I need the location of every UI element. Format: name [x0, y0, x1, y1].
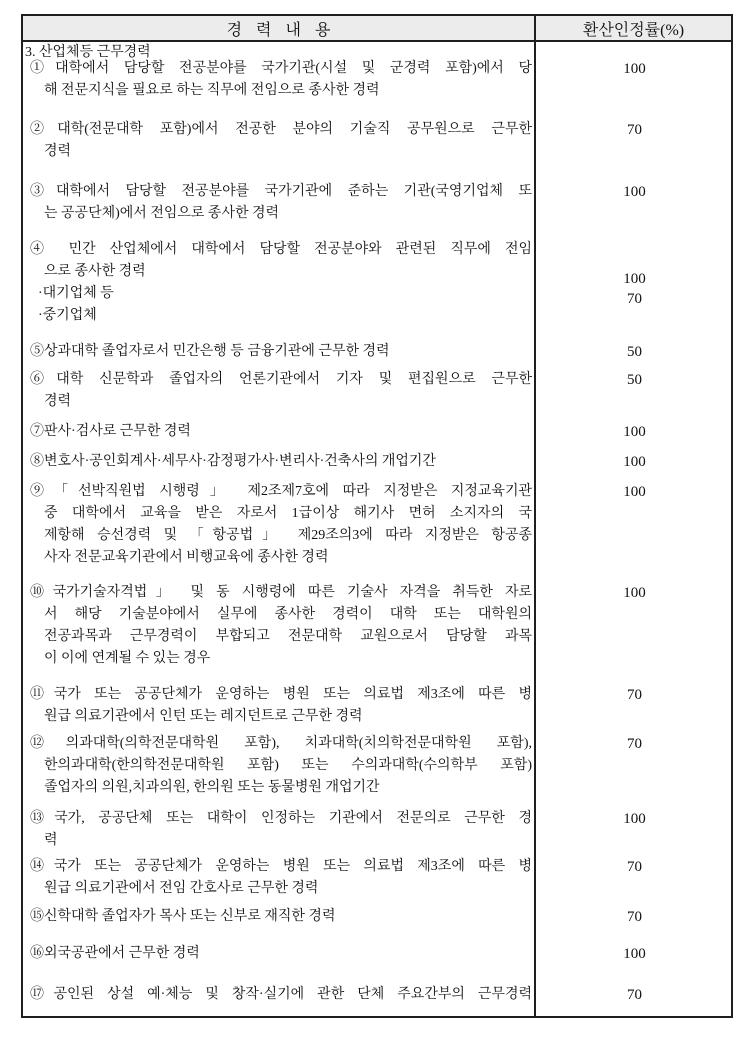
- career-item-line: ⑭국가 또는 공공단체가 운영하는 병원 또는 의료법 제3조에 따른 병: [30, 859, 532, 874]
- career-item-line: ⑦판사·검사로 근무한 경력: [30, 424, 191, 439]
- career-item-line: 원급 의료기관에서 인턴 또는 레지던트로 근무한 경력: [44, 709, 363, 724]
- conversion-rate-value: 70: [627, 736, 642, 752]
- career-item-13: [23, 808, 532, 852]
- career-item-5: [23, 341, 532, 363]
- career-item-15: [23, 906, 532, 928]
- conversion-rate-value: 70: [627, 909, 642, 925]
- career-item-9: [23, 481, 532, 569]
- career-item-line: ⑤상과대학 졸업자로서 민간은행 등 금융기관에 근무한 경력: [30, 344, 390, 359]
- career-item-17: [23, 984, 532, 1006]
- career-item-line: 중 대학에서 교육을 받은 자로서 1급이상 해기사 면허 소지자의 국: [44, 506, 532, 521]
- conversion-rate-value: 100: [623, 184, 646, 200]
- career-item-12: [23, 733, 532, 799]
- career-item-line: ·대기업체 등: [38, 286, 114, 301]
- career-item-line: ·중기업체: [38, 308, 97, 323]
- conversion-rate-value: 100: [623, 484, 646, 500]
- career-item-11: [23, 684, 532, 728]
- career-item-line: ⑬국가, 공공단체 또는 대학이 인정하는 기관에서 전문의로 근무한 경: [30, 811, 532, 826]
- career-item-line: ⑧변호사·공인회계사·세무사·감정평가사·변리사·건축사의 개업기간: [30, 454, 436, 469]
- career-item-10: [23, 582, 532, 670]
- conversion-rate-value: 100: [623, 585, 646, 601]
- career-item-line: ⑩국가기술자격법」 및 동 시행령에 따른 기술사 자격을 취득한 자로: [30, 585, 532, 600]
- career-item-line: 사자 전문교육기관에서 비행교육에 종사한 경력: [44, 550, 329, 565]
- career-item-2: [23, 119, 532, 163]
- career-item-line: 해 전문지식을 필요로 하는 직무에 전임으로 종사한 경력: [44, 83, 380, 98]
- career-item-4: [23, 239, 532, 327]
- conversion-rate-value: 100: [623, 946, 646, 962]
- career-item-line: 이 이에 연계될 수 있는 경우: [44, 651, 211, 666]
- career-item-line: ⑯외국공관에서 근무한 경력: [30, 946, 200, 961]
- career-item-16: [23, 943, 532, 965]
- career-item-line: ⑨「선박직원법 시행령」 제2조제7호에 따라 지정받은 지정교육기관: [30, 484, 532, 499]
- career-item-1: [23, 58, 532, 102]
- career-item-line: ③대학에서 담당할 전공분야를 국가기관에 준하는 기관(국영기업체 또: [30, 184, 532, 199]
- conversion-rate-value: 70: [627, 859, 642, 875]
- career-item-line: 한의과대학(한의학전문대학원 포함) 또는 수의과대학(수의학부 포함): [44, 758, 532, 773]
- section-title: 3. 산업체등 근무경력: [25, 45, 151, 60]
- career-item-line: ①대학에서 담당할 전공분야를 국가기관(시설 및 군경력 포함)에서 당: [30, 61, 532, 76]
- career-item-line: 서 해당 기술분야에서 실무에 종사한 경력이 대학 또는 대학원의: [44, 607, 532, 622]
- career-item-line: 전공과목과 근무경력이 부합되고 전문대학 교원으로서 담당할 과목: [44, 629, 532, 644]
- career-item-line: ②대학(전문대학 포함)에서 전공한 분야의 기술직 공무원으로 근무한: [30, 122, 532, 137]
- table-header-row: [23, 16, 731, 42]
- career-item-line: 원급 의료기관에서 전임 간호사로 근무한 경력: [44, 881, 319, 896]
- career-item-line: ⑫의과대학(의학전문대학원 포함), 치과대학(치의학전문대학원 포함),: [30, 736, 532, 751]
- conversion-rate-value: 100: [623, 61, 646, 77]
- career-item-14: [23, 856, 532, 900]
- career-table: [21, 14, 733, 1018]
- career-item-line: 는 공공단체)에서 전임으로 종사한 경력: [44, 206, 280, 221]
- conversion-rate-value: 70: [627, 987, 642, 1003]
- column-divider: [534, 42, 536, 1016]
- career-item-line: 으로 종사한 경력: [44, 264, 146, 279]
- conversion-rate-value: 50: [627, 344, 642, 360]
- conversion-rate-value: 70: [627, 687, 642, 703]
- conversion-rate-value: 70: [627, 122, 642, 138]
- conversion-rate-value: 100: [623, 454, 646, 470]
- career-item-8: [23, 451, 532, 473]
- conversion-rate-value: 50: [627, 372, 642, 388]
- career-item-line: ④ 민간 산업체에서 대학에서 담당할 전공분야와 관련된 직무에 전임: [30, 242, 532, 257]
- career-item-line: ⑥대학 신문학과 졸업자의 언론기관에서 기자 및 편집원으로 근무한: [30, 372, 532, 387]
- conversion-rate-value: 100: [623, 424, 646, 440]
- header-career-content: 경 력 내 용: [23, 16, 536, 40]
- career-item-line: 경력: [44, 144, 72, 159]
- conversion-rate-value: 100: [623, 271, 646, 287]
- table-body: [23, 42, 731, 1016]
- career-item-6: [23, 369, 532, 413]
- career-item-line: 졸업자의 의원,치과의원, 한의원 또는 동물병원 개업기간: [44, 780, 380, 795]
- header-conversion-rate: 환산인정률(%): [582, 21, 685, 39]
- conversion-rate-value: 100: [623, 811, 646, 827]
- career-item-7: [23, 421, 532, 443]
- career-item-line: ⑪국가 또는 공공단체가 운영하는 병원 또는 의료법 제3조에 따른 병: [30, 687, 532, 702]
- career-item-line: 경력: [44, 394, 72, 409]
- career-item-line: 제항해 승선경력 및 「항공법」 제29조의3에 따라 지정받은 항공종: [44, 528, 532, 543]
- conversion-rate-value: 70: [627, 291, 642, 307]
- career-item-line: 력: [44, 833, 58, 848]
- career-item-line: ⑮신학대학 졸업자가 목사 또는 신부로 재직한 경력: [30, 909, 336, 924]
- career-item-line: ⑰공인된 상설 예·체능 및 창작·실기에 관한 단체 주요간부의 근무경력: [30, 987, 532, 1002]
- career-item-3: [23, 181, 532, 225]
